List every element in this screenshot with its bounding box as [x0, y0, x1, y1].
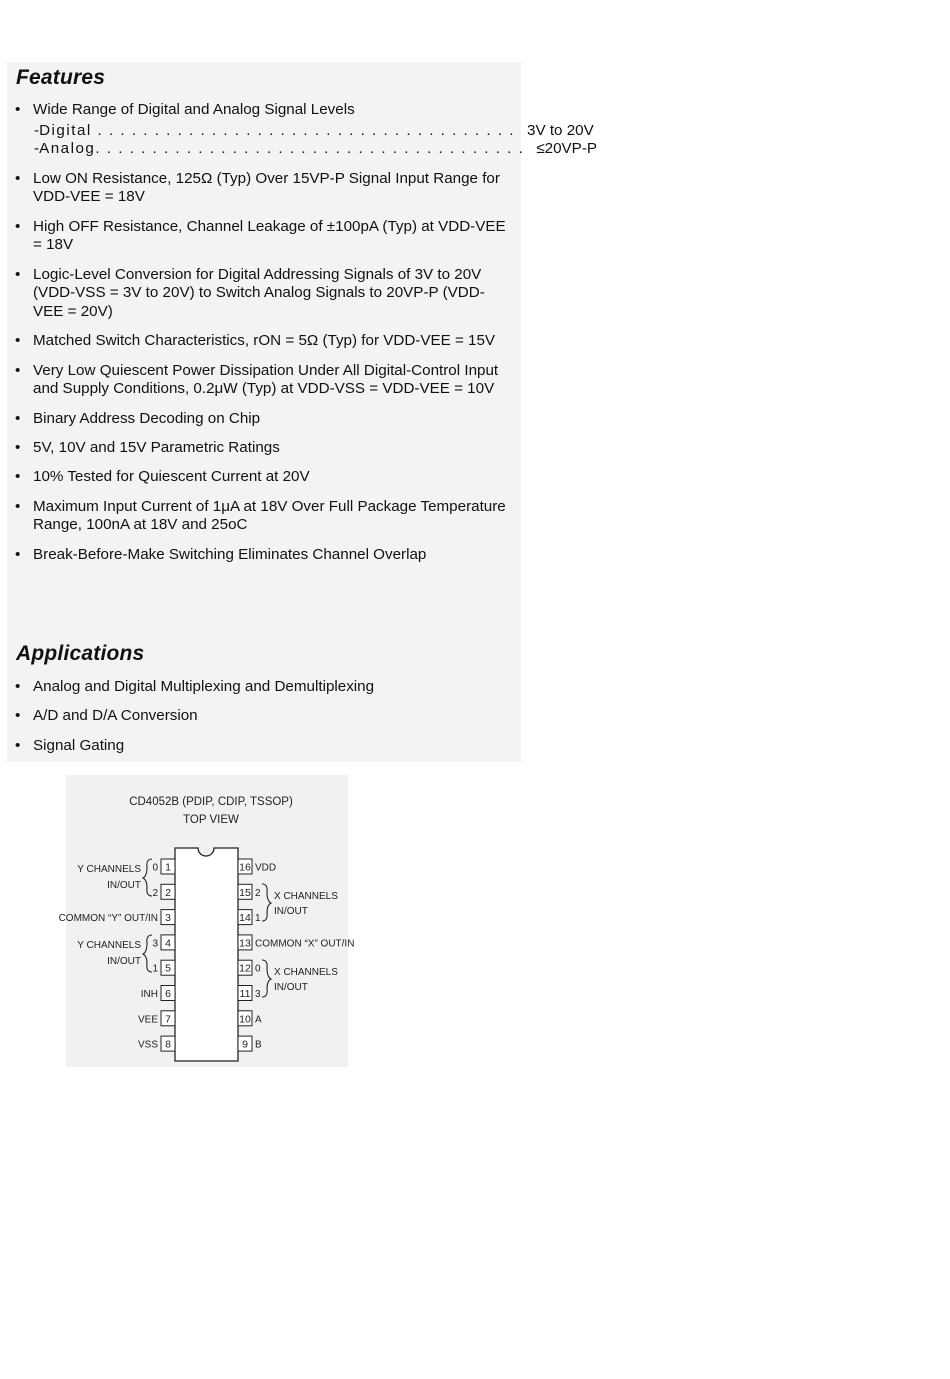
sub-item	[33, 140, 598, 159]
pin-label: A	[255, 1014, 262, 1026]
bullet-icon: •	[15, 169, 21, 187]
left-brace-icon	[143, 935, 152, 972]
pin-label: 3	[152, 938, 158, 950]
pin-number: 13	[239, 937, 251, 950]
list-item	[14, 498, 514, 535]
bullet-icon: •	[15, 332, 21, 350]
dash-icon: -	[34, 140, 40, 158]
list-item	[14, 332, 514, 351]
sub-item-label: Digital	[39, 121, 92, 139]
pin-number: 9	[242, 1038, 248, 1051]
pin-number: 2	[165, 886, 171, 899]
signal-levels-sublist	[33, 121, 598, 159]
pin-label: VSS	[137, 1039, 158, 1051]
list-item	[14, 546, 514, 565]
feature-text: High OFF Resistance, Channel Leakage of ±100pA (Typ) at VDD-VEE = 18V	[33, 217, 506, 254]
feature-text: Logic-Level Conversion for Digital Addressing Signals of 3V to 20V (VDD-VSS = 3V to 20V) to Switch Analog Signals to 20VP-P (VDD-VEE = 20V)	[33, 265, 485, 320]
pinout-title: CD4052B (PDIP, CDIP, TSSOP)	[129, 796, 293, 808]
list-item	[14, 362, 514, 399]
feature-text: 10% Tested for Quiescent Current at 20V	[33, 468, 310, 486]
bullet-icon: •	[15, 265, 21, 283]
bullet-icon: •	[15, 678, 21, 695]
sub-item	[33, 121, 594, 141]
pin-number: 11	[239, 988, 251, 1000]
group-label-line1: X CHANNELS	[274, 967, 338, 978]
feature-text: Matched Switch Characteristics, rON = 5Ω (Typ) for VDD-VEE = 15V	[33, 332, 496, 350]
feature-text: Maximum Input Current of 1μA at 18V Over Full Package Temperature Range, 100nA at 18V and 25oC	[33, 497, 506, 534]
pin-label: VEE	[137, 1014, 158, 1026]
list-item	[14, 707, 514, 726]
bullet-icon: •	[15, 438, 21, 456]
feature-text: Binary Address Decoding on Chip	[33, 409, 261, 427]
application-text: Analog and Digital Multiplexing and Demultiplexing	[33, 678, 375, 695]
features-list	[14, 101, 598, 575]
pinout-subtitle: TOP VIEW	[183, 814, 239, 826]
application-text: A/D and D/A Conversion	[33, 707, 198, 725]
sub-item-value: ≤20VP-P	[536, 140, 598, 158]
application-text: Signal Gating	[33, 736, 125, 754]
group-label-line1: Y CHANNELS	[77, 864, 141, 875]
ic-package-outline	[175, 848, 238, 1061]
feature-text: Very Low Quiescent Power Dissipation Under All Digital-Control Input and Supply Conditions, 0.2μW (Typ) at VDD-VSS = VDD-VEE = 10V	[33, 361, 499, 398]
right-brace-icon	[262, 960, 271, 997]
pin-number: 14	[239, 912, 251, 925]
group-label-line2: IN/OUT	[274, 906, 308, 917]
bullet-icon: •	[15, 707, 21, 725]
bullet-icon: •	[15, 217, 21, 235]
features-heading: Features	[16, 66, 106, 89]
group-label-line1: Y CHANNELS	[77, 940, 141, 951]
bullet-icon: •	[15, 545, 21, 563]
sub-item-label: Analog	[39, 140, 96, 158]
bullet-icon: •	[15, 361, 21, 379]
bullet-icon: •	[15, 497, 21, 515]
leader-dots: . . . . . . . . . . . . . . . . . . . . . . . . . . . . . . . . . . . . .	[91, 121, 516, 139]
pin-label: COMMON “X” OUT/IN	[255, 938, 355, 950]
pin-number: 10	[239, 1013, 251, 1026]
pin-label: 1	[255, 913, 261, 925]
feature-text: Break-Before-Make Switching Eliminates Channel Overlap	[33, 545, 427, 563]
list-item	[14, 266, 514, 322]
pin-label: INH	[140, 989, 158, 1000]
bullet-icon: •	[15, 101, 21, 118]
pin-number: 7	[165, 1013, 171, 1026]
pin-number: 16	[239, 861, 251, 874]
pin-number: 5	[165, 962, 171, 975]
applications-list	[14, 678, 514, 766]
group-label-line2: IN/OUT	[107, 880, 141, 891]
list-item	[14, 410, 514, 429]
pin-number: 6	[165, 988, 171, 1000]
bullet-icon: •	[15, 736, 21, 754]
list-item	[14, 468, 514, 487]
pin-number: 1	[165, 861, 171, 874]
list-item	[14, 218, 514, 255]
list-item	[14, 101, 598, 159]
pin-label: 0	[255, 963, 261, 975]
feature-text: Wide Range of Digital and Analog Signal Levels	[33, 101, 355, 118]
pin-number: 8	[165, 1038, 171, 1051]
pin-number: 4	[165, 937, 171, 950]
group-label-line2: IN/OUT	[107, 956, 141, 967]
pin-label: 0	[152, 862, 158, 874]
group-label-line1: X CHANNELS	[274, 891, 338, 902]
pin-label: COMMON “Y” OUT/IN	[58, 913, 158, 925]
feature-text: 5V, 10V and 15V Parametric Ratings	[33, 438, 280, 456]
pin-label: B	[255, 1039, 262, 1051]
bullet-icon: •	[15, 468, 21, 486]
list-item	[14, 170, 514, 207]
bullet-icon: •	[15, 409, 21, 427]
sub-item-value: 3V to 20V	[527, 121, 594, 139]
pin-label: 1	[152, 963, 158, 975]
list-item	[14, 439, 514, 458]
list-item	[14, 737, 514, 756]
group-label-line2: IN/OUT	[274, 982, 308, 993]
right-brace-icon	[262, 884, 271, 921]
list-item	[14, 678, 514, 697]
left-brace-icon	[143, 859, 152, 896]
right-pins	[238, 859, 354, 1051]
pin-number: 15	[239, 886, 251, 899]
dash-icon: -	[34, 121, 40, 139]
pinout-diagram	[58, 775, 355, 1067]
pin-label: VDD	[255, 862, 277, 874]
pin-number: 12	[239, 962, 251, 975]
leader-dots: . . . . . . . . . . . . . . . . . . . . . . . . . . . . . . . . . . . . . .	[95, 140, 525, 158]
pin-label: 3	[255, 989, 261, 1000]
feature-text: Low ON Resistance, 125Ω (Typ) Over 15VP-P Signal Input Range for VDD-VEE = 18V	[33, 169, 500, 206]
pin-number: 3	[165, 912, 171, 925]
pinout-svg	[58, 775, 355, 1067]
pin-label: 2	[152, 887, 158, 899]
pin-label: 2	[255, 887, 261, 899]
applications-heading: Applications	[16, 642, 145, 665]
